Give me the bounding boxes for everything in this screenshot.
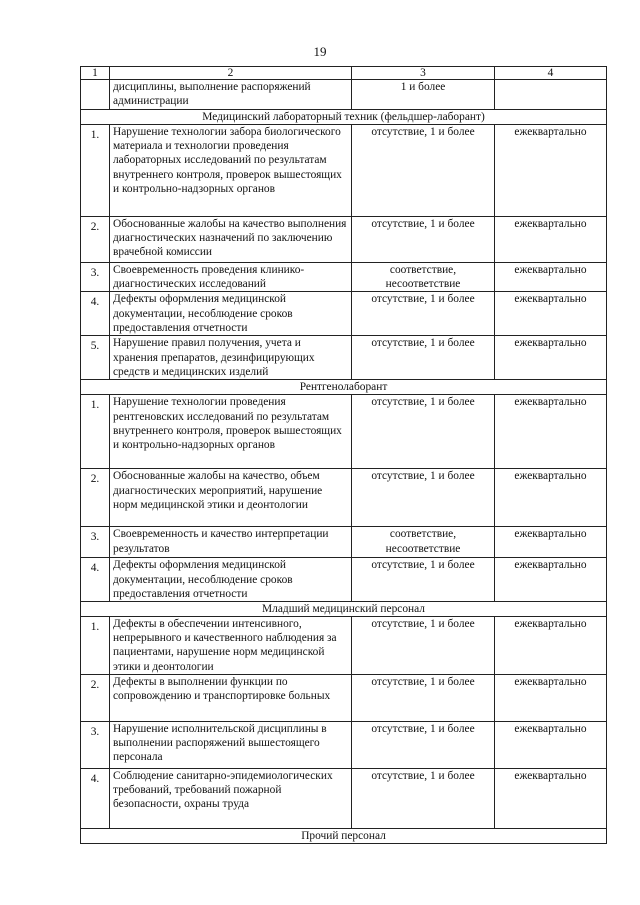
column-header-row bbox=[81, 67, 607, 80]
table-row bbox=[81, 292, 607, 336]
criterion-cell: Нарушение исполнительской дисциплины в выполнении распоряжений вышестоящего персонала bbox=[110, 722, 352, 769]
row-number-cell bbox=[81, 558, 110, 602]
row-number: 4. bbox=[90, 773, 100, 786]
criterion-cell: Дефекты оформления медицинской документации, несоблюдение сроков предоставления отчетности bbox=[110, 292, 352, 336]
criterion-cell: дисциплины, выполнение распоряжений администрации bbox=[110, 80, 352, 110]
value-cell: отсутствие, 1 и более bbox=[352, 469, 495, 527]
value-cell: отсутствие, 1 и более bbox=[352, 217, 495, 263]
section-title: Рентгенолаборант bbox=[81, 380, 607, 395]
period-cell: ежеквартально bbox=[495, 395, 607, 469]
table-row bbox=[81, 395, 607, 469]
section-title: Медицинский лабораторный техник (фельдшер-лаборант) bbox=[81, 110, 607, 125]
value-cell: отсутствие, 1 и более bbox=[352, 395, 495, 469]
row-number: 5. bbox=[90, 340, 100, 353]
value-cell: отсутствие, 1 и более bbox=[352, 617, 495, 675]
row-number: 2. bbox=[90, 679, 100, 692]
section-title: Младший медицинский персонал bbox=[81, 602, 607, 617]
row-number-cell bbox=[81, 675, 110, 722]
row-number-cell bbox=[81, 80, 110, 110]
criterion-cell: Дефекты в обеспечении интенсивного, непрерывного и качественного наблюдения за пациентами, нарушение норм медицинской этики и деонтологии bbox=[110, 617, 352, 675]
column-header: 2 bbox=[110, 67, 352, 80]
table-row bbox=[81, 558, 607, 602]
value-cell: соответствие, несоответствие bbox=[352, 263, 495, 292]
row-number-cell bbox=[81, 217, 110, 263]
row-number: 4. bbox=[90, 296, 100, 309]
table-row bbox=[81, 217, 607, 263]
period-cell: ежеквартально bbox=[495, 469, 607, 527]
row-number-cell bbox=[81, 292, 110, 336]
table-row bbox=[81, 469, 607, 527]
row-number-cell bbox=[81, 469, 110, 527]
value-cell: соответствие, несоответствие bbox=[352, 527, 495, 558]
value-cell: отсутствие, 1 и более bbox=[352, 336, 495, 380]
row-number-cell bbox=[81, 769, 110, 829]
value-cell: отсутствие, 1 и более bbox=[352, 125, 495, 217]
column-header: 4 bbox=[495, 67, 607, 80]
criterion-cell: Нарушение технологии забора биологического материала и технологии проведения лабораторных исследований по результатам внутреннего контроля, проверок вышестоящих и контрольно-надзорных органов bbox=[110, 125, 352, 217]
table-row bbox=[81, 263, 607, 292]
period-cell: ежеквартально bbox=[495, 617, 607, 675]
criterion-cell: Своевременность проведения клинико-диагностических исследований bbox=[110, 263, 352, 292]
criterion-cell: Своевременность и качество интерпретации результатов bbox=[110, 527, 352, 558]
criteria-table bbox=[80, 66, 607, 844]
criterion-cell: Обоснованные жалобы на качество, объем диагностических мероприятий, нарушение норм медицинской этики и деонтологии bbox=[110, 469, 352, 527]
row-number-cell bbox=[81, 617, 110, 675]
period-cell: ежеквартально bbox=[495, 125, 607, 217]
row-number: 4. bbox=[90, 562, 100, 575]
section-header-row bbox=[81, 110, 607, 125]
row-number-cell bbox=[81, 125, 110, 217]
period-cell: ежеквартально bbox=[495, 336, 607, 380]
criterion-cell: Дефекты в выполнении функции по сопровождению и транспортировке больных bbox=[110, 675, 352, 722]
table-row bbox=[81, 336, 607, 380]
row-number: 3. bbox=[90, 531, 100, 544]
column-header: 3 bbox=[352, 67, 495, 80]
period-cell: ежеквартально bbox=[495, 769, 607, 829]
value-cell: 1 и более bbox=[352, 80, 495, 110]
period-cell: ежеквартально bbox=[495, 722, 607, 769]
page-number: 19 bbox=[313, 44, 327, 59]
criterion-cell: Соблюдение санитарно-эпидемиологических требований, требований пожарной безопасности, охраны труда bbox=[110, 769, 352, 829]
period-cell: ежеквартально bbox=[495, 263, 607, 292]
period-cell: ежеквартально bbox=[495, 292, 607, 336]
criterion-cell: Нарушение правил получения, учета и хранения препаратов, дезинфицирующих средств и медицинских изделий bbox=[110, 336, 352, 380]
period-cell: ежеквартально bbox=[495, 558, 607, 602]
section-header-row bbox=[81, 829, 607, 844]
table-row bbox=[81, 769, 607, 829]
value-cell: отсутствие, 1 и более bbox=[352, 722, 495, 769]
row-number: 1. bbox=[90, 621, 100, 634]
column-header: 1 bbox=[81, 67, 110, 80]
period-cell: ежеквартально bbox=[495, 217, 607, 263]
section-title: Прочий персонал bbox=[81, 829, 607, 844]
criterion-cell: Обоснованные жалобы на качество выполнения диагностических назначений по заключению врачебной комиссии bbox=[110, 217, 352, 263]
value-cell: отсутствие, 1 и более bbox=[352, 675, 495, 722]
section-header-row bbox=[81, 380, 607, 395]
row-number-cell bbox=[81, 263, 110, 292]
table-row bbox=[81, 722, 607, 769]
value-cell: отсутствие, 1 и более bbox=[352, 769, 495, 829]
period-cell: ежеквартально bbox=[495, 527, 607, 558]
period-cell: ежеквартально bbox=[495, 675, 607, 722]
table-row bbox=[81, 527, 607, 558]
section-header-row bbox=[81, 602, 607, 617]
table-row bbox=[81, 80, 607, 110]
table-row bbox=[81, 675, 607, 722]
criterion-cell: Нарушение технологии проведения рентгеновских исследований по результатам внутреннего контроля, проверок вышестоящих и контрольно-надзорных органов bbox=[110, 395, 352, 469]
period-cell bbox=[495, 80, 607, 110]
value-cell: отсутствие, 1 и более bbox=[352, 558, 495, 602]
row-number: 3. bbox=[90, 267, 100, 279]
row-number-cell bbox=[81, 722, 110, 769]
row-number-cell bbox=[81, 336, 110, 380]
row-number: 2. bbox=[90, 221, 100, 233]
row-number: 1. bbox=[90, 399, 100, 412]
row-number-cell bbox=[81, 395, 110, 469]
table-row bbox=[81, 125, 607, 217]
row-number: 1. bbox=[90, 129, 100, 141]
row-number: 2. bbox=[90, 473, 100, 486]
row-number-cell bbox=[81, 527, 110, 558]
value-cell: отсутствие, 1 и более bbox=[352, 292, 495, 336]
criterion-cell: Дефекты оформления медицинской документации, несоблюдение сроков предоставления отчетности bbox=[110, 558, 352, 602]
table-row bbox=[81, 617, 607, 675]
row-number: 3. bbox=[90, 726, 100, 739]
